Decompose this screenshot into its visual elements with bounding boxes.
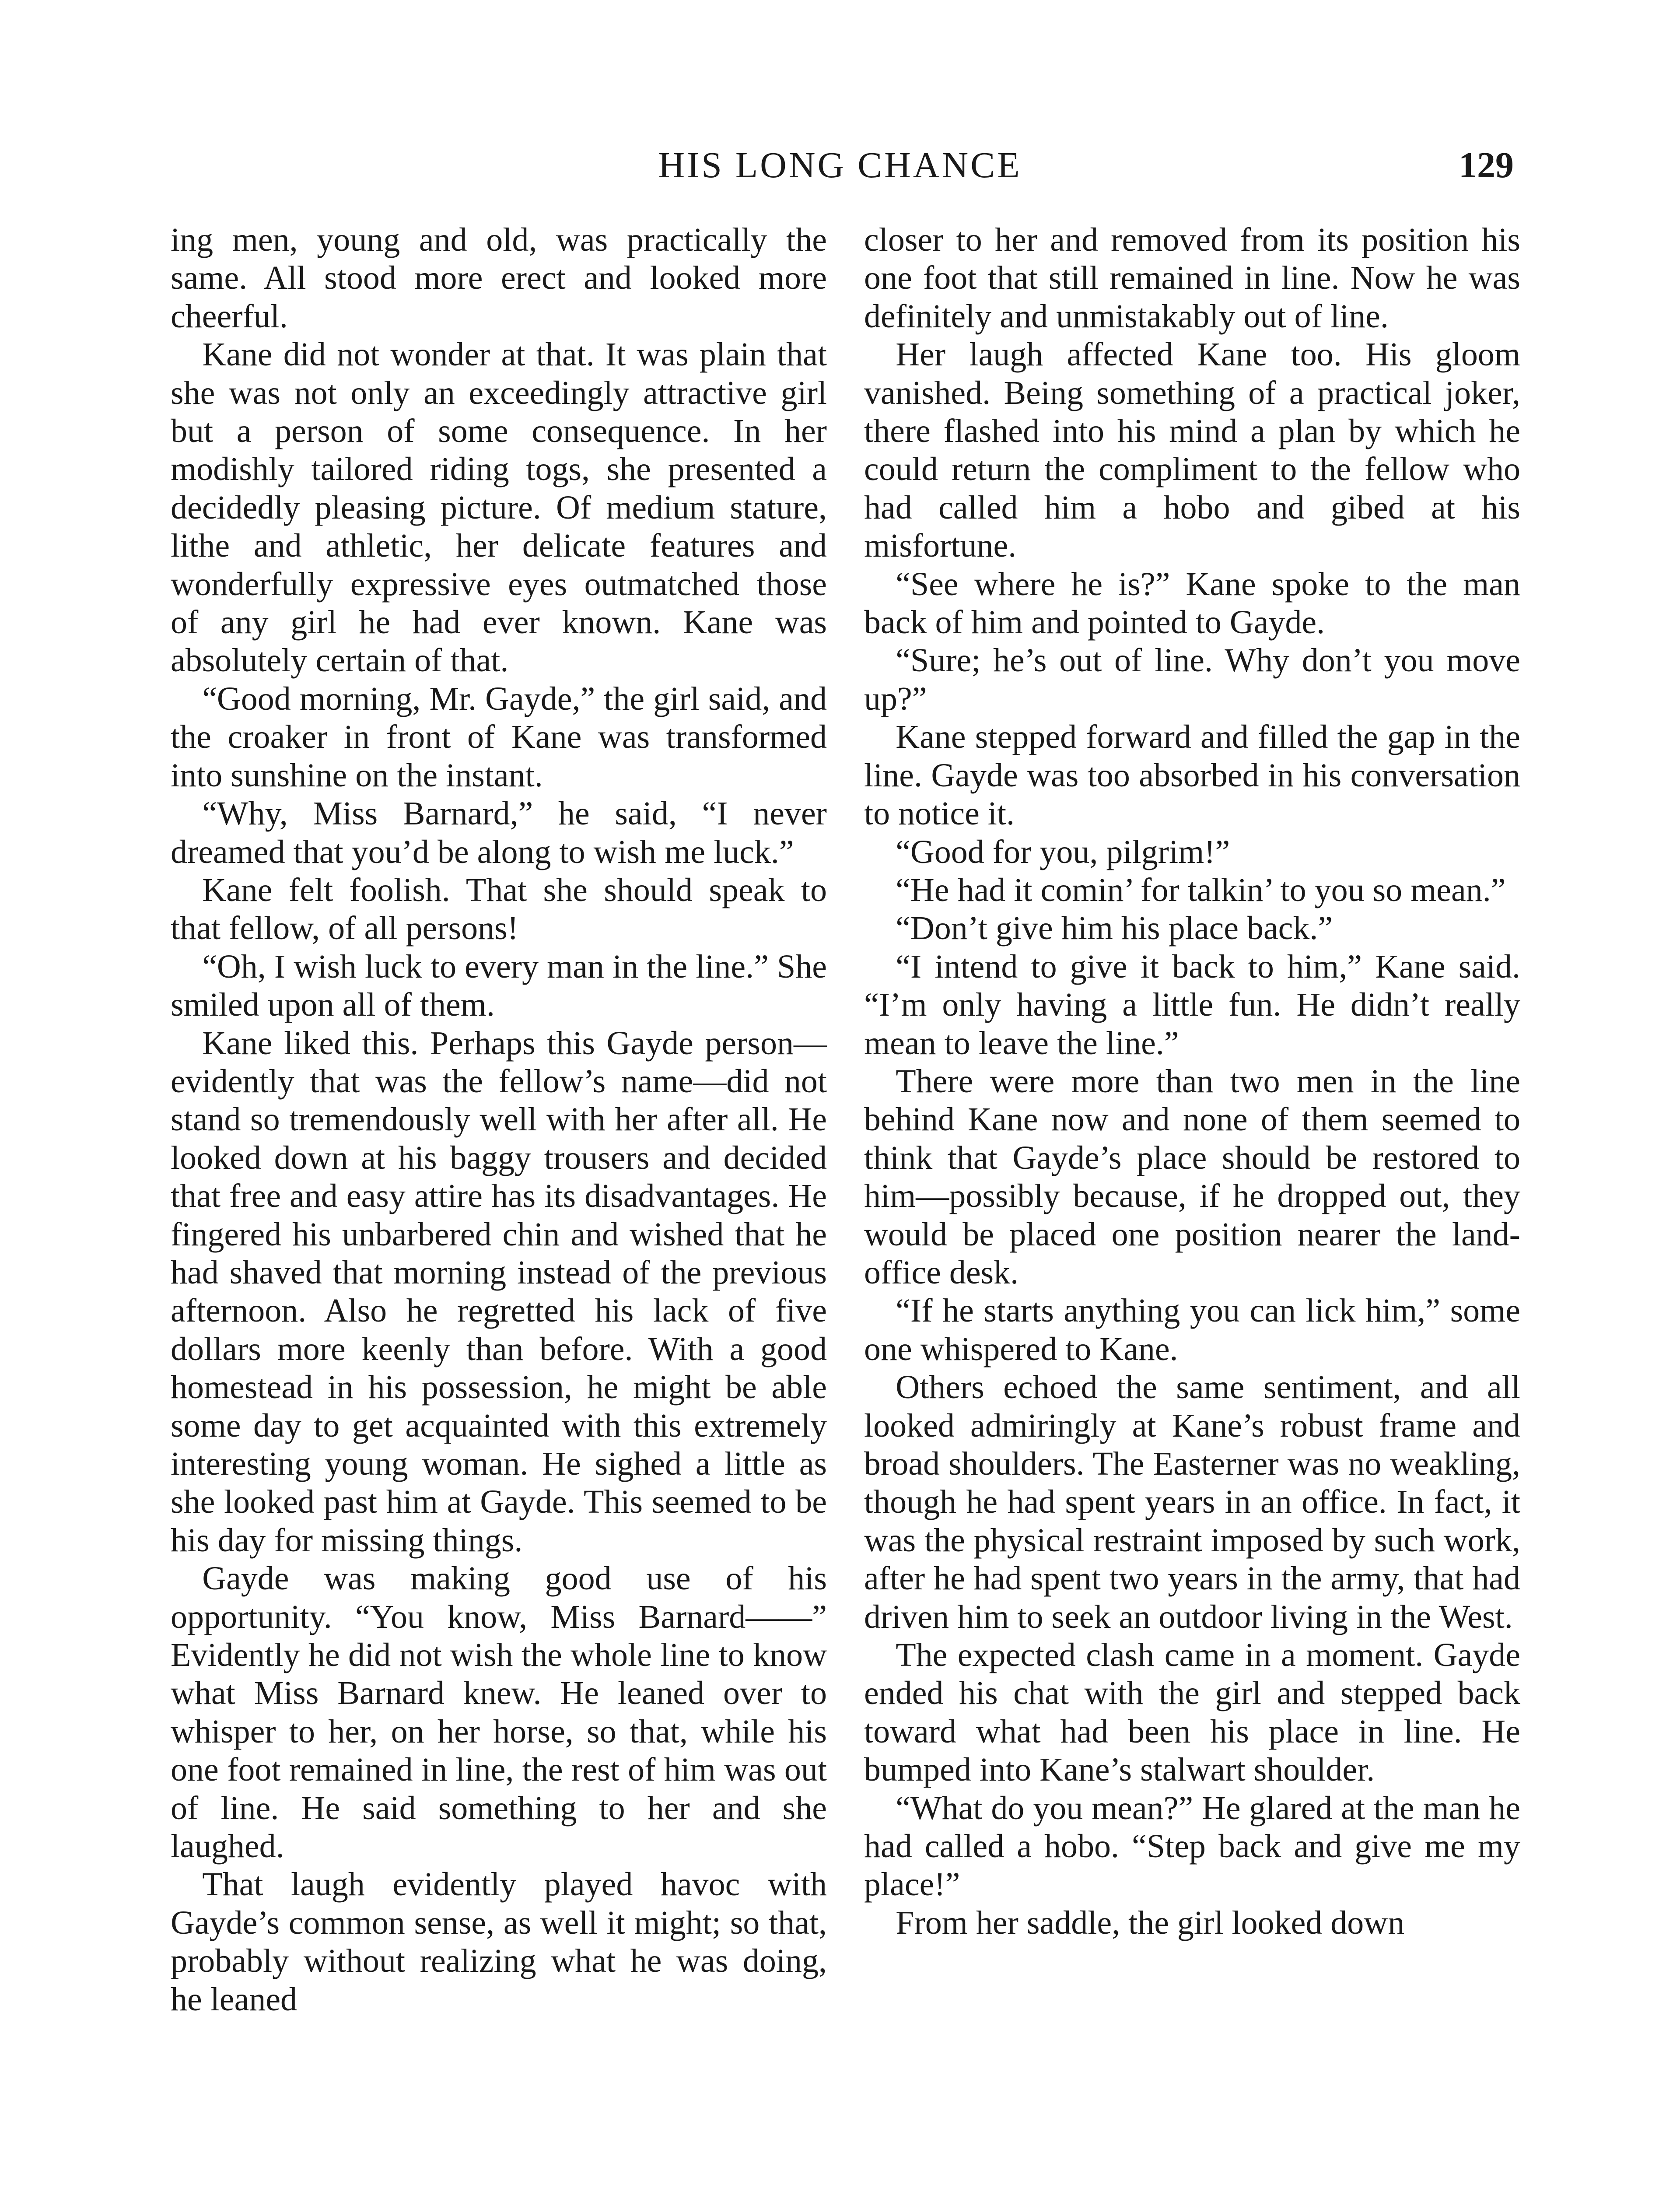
paragraph: “Why, Miss Barnard,” he said, “I never dreamed that you’d be along to wish me luck.” [171,795,827,870]
running-head [166,139,1514,192]
right-column [864,221,1520,1942]
running-title: HIS LONG CHANCE [658,145,1022,186]
paragraph: “Oh, I wish luck to every man in the line.” She smiled upon all of them. [171,948,827,1024]
paragraph: “Don’t give him his place back.” [896,910,1333,947]
paragraph: Kane liked this. Perhaps this Gayde person—evidently that was the fellow’s name—did not stand so tremendously well with her after all. He looked down at his baggy trousers and decided that free and easy attire has its disadvantages. He fingered his unbarbered chin and wished that he had shaved that morning instead of the previous afternoon. Also he regretted his lack of five dollars more keenly than before. With a good homestead in his possession, he might be able some day to get acquainted with this extremely interesting young woman. He sighed a little as she looked past him at Gayde. This seemed to be his day for missing things. [171,1024,827,1559]
paragraph: closer to her and removed from its position his one foot that still remained in line. Now he was definitely and unmistakably out of line. [864,221,1520,335]
paragraph: “Good for you, pilgrim!” [896,833,1230,870]
paragraph: “He had it comin’ for talkin’ to you so mean.” [896,871,1506,908]
paragraph: ing men, young and old, was practically the same. All stood more erect and looked more cheerful. [171,221,827,335]
paragraph: “I intend to give it back to him,” Kane said. “I’m only having a little fun. He didn’t really mean to leave the line.” [864,948,1520,1062]
paragraph: “If he starts anything you can lick him,” some one whispered to Kane. [864,1292,1520,1368]
paragraph: “See where he is?” Kane spoke to the man back of him and pointed to Gayde. [864,565,1520,641]
paragraph: Her laugh affected Kane too. His gloom vanished. Being something of a practical joker, there flashed into his mind a plan by which he could return the compliment to the fellow who had called him a hobo and gibed at his misfortune. [864,336,1520,565]
paragraph: “Sure; he’s out of line. Why don’t you move up?” [864,642,1520,717]
page-number: 129 [1459,145,1514,186]
paragraph: The expected clash came in a moment. Gayde ended his chat with the girl and stepped back toward what had been his place in line. He bumped into Kane’s stalwart shoulder. [864,1637,1520,1788]
paragraph: There were more than two men in the line behind Kane now and none of them seemed to think that Gayde’s place should be restored to him—possibly because, if he dropped out, they would be placed one position nearer the land-office desk. [864,1062,1520,1291]
paragraph: “Good morning, Mr. Gayde,” the girl said, and the croaker in front of Kane was transformed into sunshine on the instant. [171,680,827,794]
left-column [171,221,827,2019]
paragraph: Gayde was making good use of his opportunity. “You know, Miss Barnard——” Evidently he did not wish the whole line to know what Miss Barnard knew. He leaned over to whisper to her, on her horse, so that, while his one foot remained in line, the rest of him was out of line. He said something to her and she laughed. [171,1560,827,1865]
paragraph: Kane did not wonder at that. It was plain that she was not only an exceedingly attractive girl but a person of some consequence. In her modishly tailored riding togs, she presented a decidedly pleasing picture. Of medium stature, lithe and athletic, her delicate features and wonderfully expressive eyes outmatched those of any girl he had ever known. Kane was absolutely certain of that. [171,336,827,679]
paragraph: Kane felt foolish. That she should speak to that fellow, of all persons! [171,871,827,947]
paragraph: That laugh evidently played havoc with Gayde’s common sense, as well it might; so that, probably without realizing what he was doing, he leaned [171,1866,827,2018]
paragraph: “What do you mean?” He glared at the man he had called a hobo. “Step back and give me my place!” [864,1789,1520,1903]
paragraph: From her saddle, the girl looked down [896,1904,1405,1941]
paragraph: Others echoed the same sentiment, and all looked admiringly at Kane’s robust frame and broad shoulders. The Easterner was no weakling, though he had spent years in an office. In fact, it was the physical restraint imposed by such work, after he had spent two years in the army, that had driven him to seek an outdoor living in the West. [864,1369,1520,1635]
paragraph: Kane stepped forward and filled the gap in the line. Gayde was too absorbed in his conversation to notice it. [864,719,1520,832]
